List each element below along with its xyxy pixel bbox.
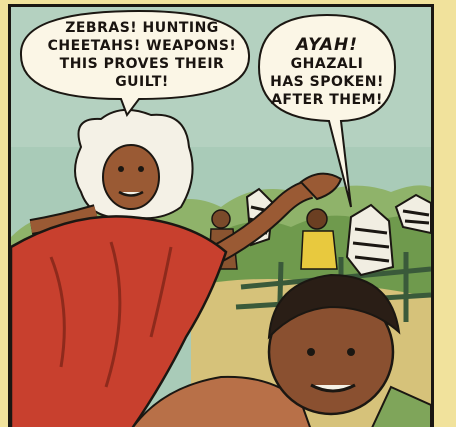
speech-line: THIS PROVES THEIR <box>59 56 225 72</box>
speech-line: GUILT! <box>115 74 169 90</box>
speech-exclamation: AYAH! <box>295 35 359 55</box>
speech-line: CHEETAHS! WEAPONS! <box>47 38 237 54</box>
speech-text-right <box>267 35 387 109</box>
speech-line: GHAZALI <box>290 56 364 72</box>
speech-line: AFTER THEM! <box>271 92 383 108</box>
speech-line: HAS SPOKEN! <box>270 74 384 90</box>
comic-panel <box>8 4 434 427</box>
speech-text-left <box>29 19 255 91</box>
speech-line: ZEBRAS! HUNTING <box>65 20 219 36</box>
